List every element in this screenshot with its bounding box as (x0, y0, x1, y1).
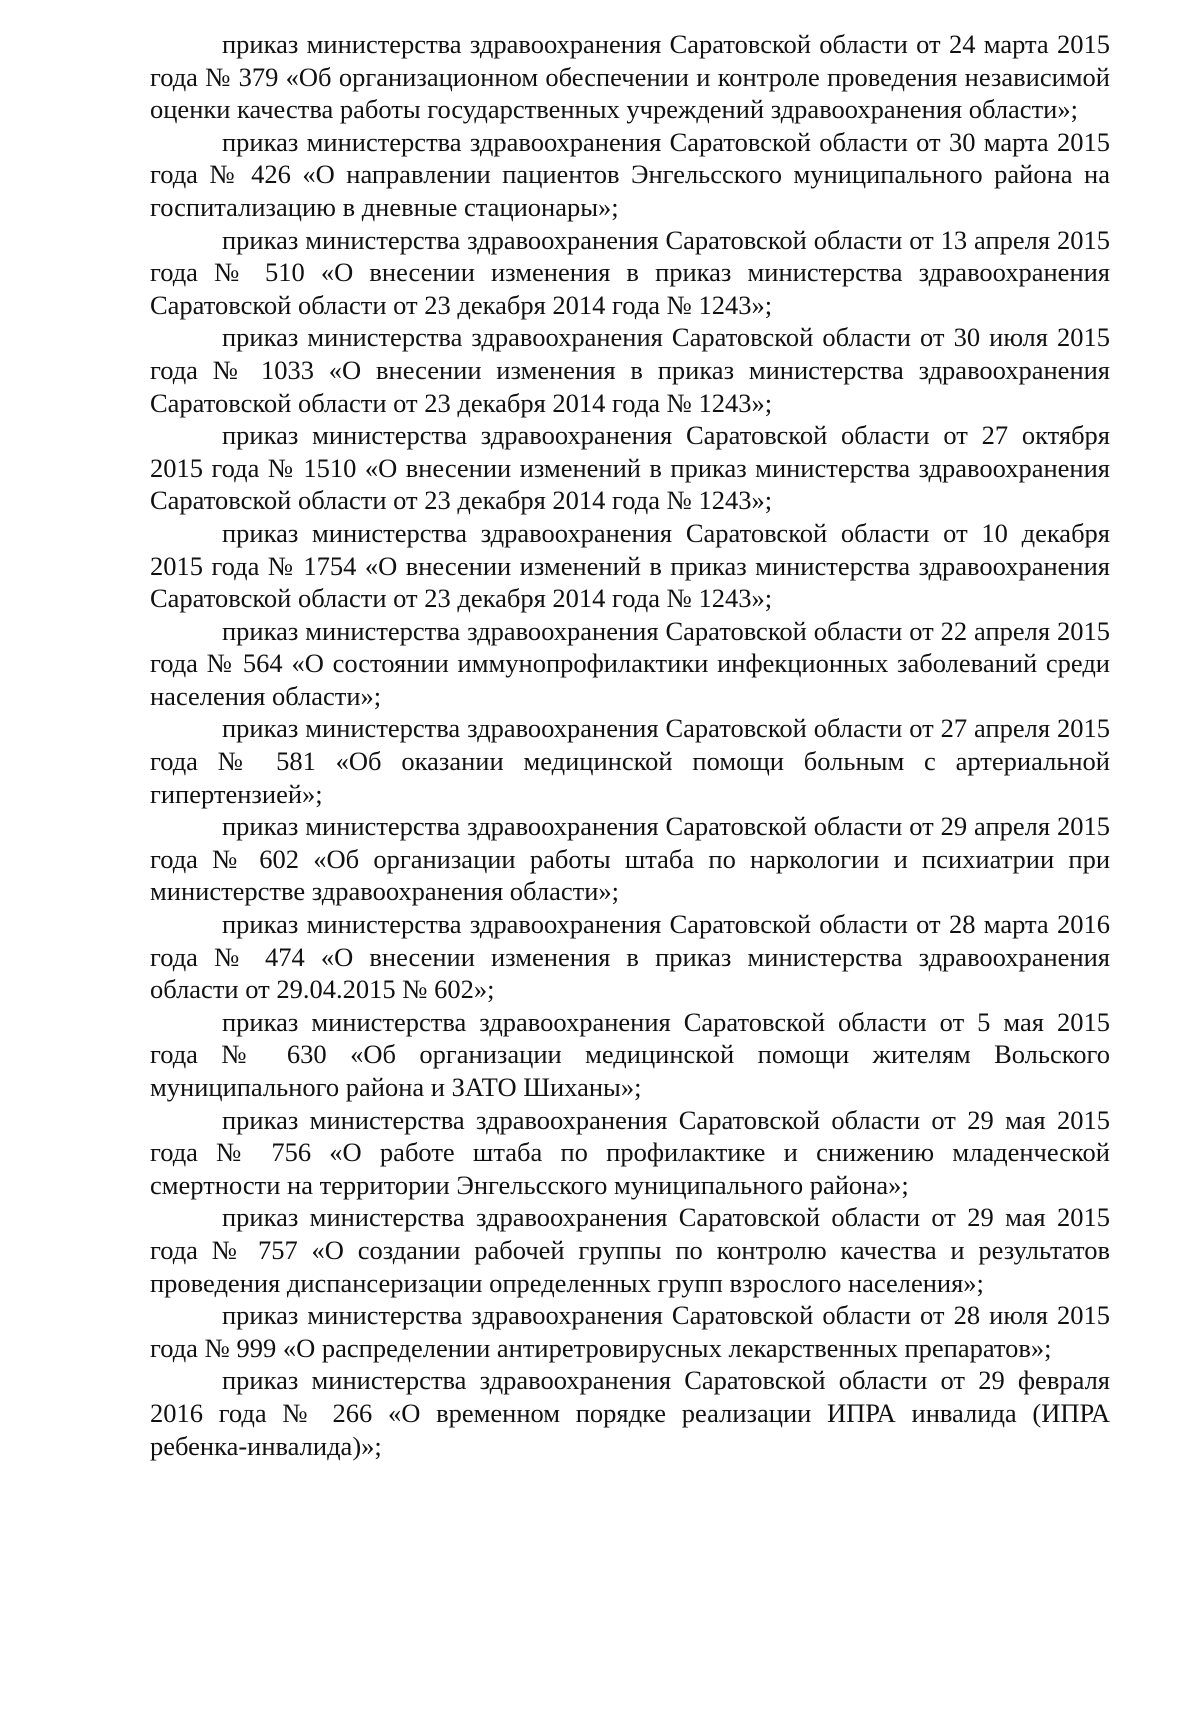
order-paragraph-5: приказ министерства здравоохранения Саратовской области от 27 октября 2015 года № 1510 «О внесении изменений в приказ министерства здравоохранения Саратовской области от 23 декабря 2014 года № 1243»; (150, 420, 1110, 516)
order-paragraph-12: приказ министерства здравоохранения Саратовской области от 29 мая 2015 года № 756 «О работе штаба по профилактике и снижению младенческой смертности на территории Энгельсского муниципального района»; (150, 1104, 1110, 1200)
order-paragraph-14: приказ министерства здравоохранения Саратовской области от 28 июля 2015 года № 999 «О распределении антиретровирусных лекарственных препаратов»; (150, 1300, 1110, 1363)
order-paragraph-13: приказ министерства здравоохранения Саратовской области от 29 мая 2015 года № 757 «О создании рабочей группы по контролю качества и результатов проведения диспансеризации определенных групп взрослого населения»; (150, 1202, 1110, 1298)
order-paragraph-4: приказ министерства здравоохранения Саратовской области от 30 июля 2015 года № 1033 «О внесении изменения в приказ министерства здравоохранения Саратовской области от 23 декабря 2014 года № 1243»; (150, 322, 1110, 418)
order-paragraph-11: приказ министерства здравоохранения Саратовской области от 5 мая 2015 года № 630 «Об организации медицинской помощи жителям Вольского муниципального района и ЗАТО Шиханы»; (150, 1006, 1110, 1102)
order-paragraph-1: приказ министерства здравоохранения Саратовской области от 24 марта 2015 года № 379 «Об организационном обеспечении и контроле проведения независимой оценки качества работы государственных учреждений здравоохранения области»; (150, 29, 1110, 125)
order-paragraph-7: приказ министерства здравоохранения Саратовской области от 22 апреля 2015 года № 564 «О состоянии иммунопрофилактики инфекционных заболеваний среди населения области»; (150, 615, 1110, 711)
order-paragraph-2: приказ министерства здравоохранения Саратовской области от 30 марта 2015 года № 426 «О направлении пациентов Энгельсского муниципального района на госпитализацию в дневные стационары»; (150, 126, 1110, 222)
order-paragraph-10: приказ министерства здравоохранения Саратовской области от 28 марта 2016 года № 474 «О внесении изменения в приказ министерства здравоохранения области от 29.04.2015 № 602»; (150, 909, 1110, 1005)
order-paragraph-3: приказ министерства здравоохранения Саратовской области от 13 апреля 2015 года № 510 «О внесении изменения в приказ министерства здравоохранения Саратовской области от 23 декабря 2014 года № 1243»; (150, 224, 1110, 320)
order-paragraph-15: приказ министерства здравоохранения Саратовской области от 29 февраля 2016 года № 266 «О временном порядке реализации ИПРА инвалида (ИПРА ребенка-инвалида)»; (150, 1365, 1110, 1461)
document-body (150, 28, 1110, 1462)
order-paragraph-8: приказ министерства здравоохранения Саратовской области от 27 апреля 2015 года № 581 «Об оказании медицинской помощи больным с артериальной гипертензией»; (150, 713, 1110, 809)
order-paragraph-6: приказ министерства здравоохранения Саратовской области от 10 декабря 2015 года № 1754 «О внесении изменений в приказ министерства здравоохранения Саратовской области от 23 декабря 2014 года № 1243»; (150, 517, 1110, 614)
order-paragraph-9: приказ министерства здравоохранения Саратовской области от 29 апреля 2015 года № 602 «Об организации работы штаба по наркологии и психиатрии при министерстве здравоохранения области»; (150, 811, 1110, 907)
